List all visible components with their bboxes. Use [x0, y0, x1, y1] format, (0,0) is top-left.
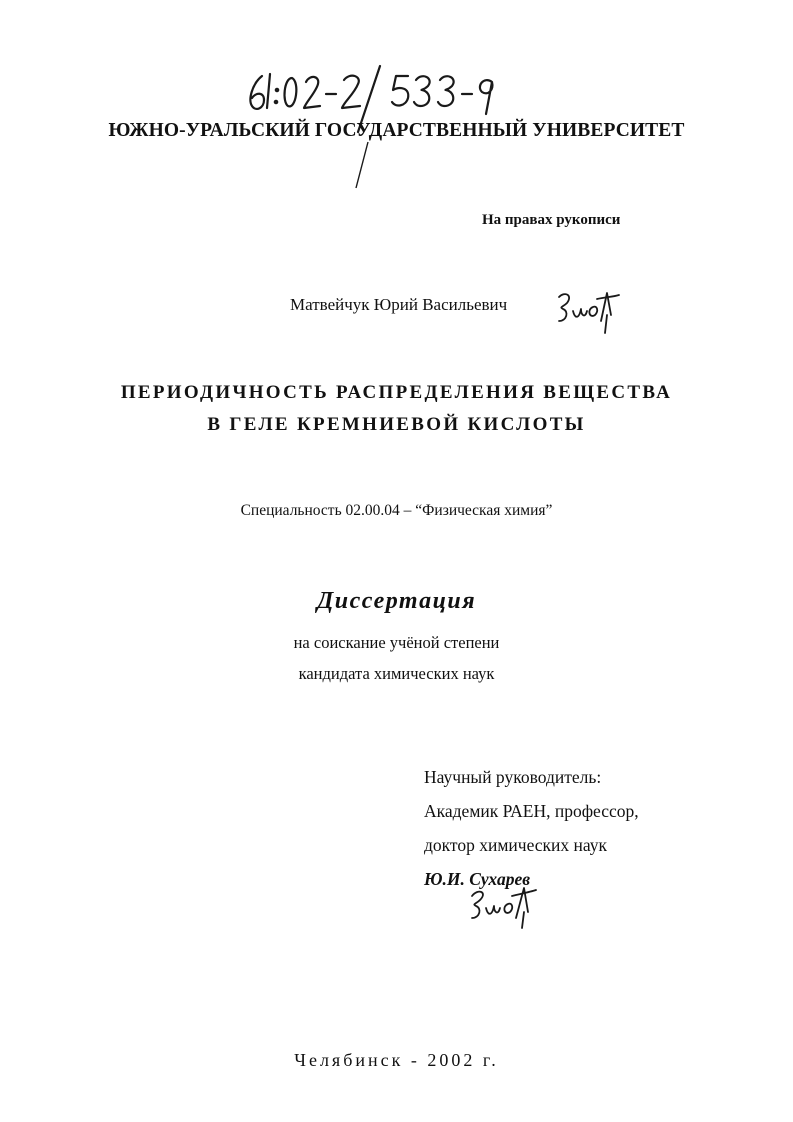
dissertation-title-line-1: ПЕРИОДИЧНОСТЬ РАСПРЕДЕЛЕНИЯ ВЕЩЕСТВА [120, 382, 673, 403]
supervisor-block [424, 760, 639, 896]
degree-line-2: кандидата химических наук [298, 664, 495, 683]
author-name: Матвейчук Юрий Васильевич [290, 295, 508, 314]
supervisor-label: Научный руководитель: [424, 767, 602, 787]
city-year: Челябинск - 2002 г. [294, 1050, 499, 1070]
document-type: Диссертация [316, 588, 477, 614]
degree-line-1: на соискание учёной степени [293, 633, 500, 652]
supervisor-degree: доктор химических наук [424, 835, 608, 855]
supervisor-title: Академик РАЕН, профессор, [424, 801, 639, 821]
rights-note: На правах рукописи [482, 212, 621, 228]
author-row [290, 295, 507, 315]
supervisor-signature [468, 880, 540, 937]
author-signature [553, 285, 623, 342]
university-name: ЮЖНО-УРАЛЬСКИЙ ГОСУДАРСТВЕННЫЙ УНИВЕРСИТЕТ [108, 120, 685, 141]
dissertation-title-line-2: В ГЕЛЕ КРЕМНИЕВОЙ КИСЛОТЫ [207, 414, 586, 435]
pen-stroke [352, 140, 370, 190]
supervisor-name: Ю.И. Сухарев [424, 869, 531, 889]
specialty: Специальность 02.00.04 – “Физическая химия” [240, 502, 553, 519]
